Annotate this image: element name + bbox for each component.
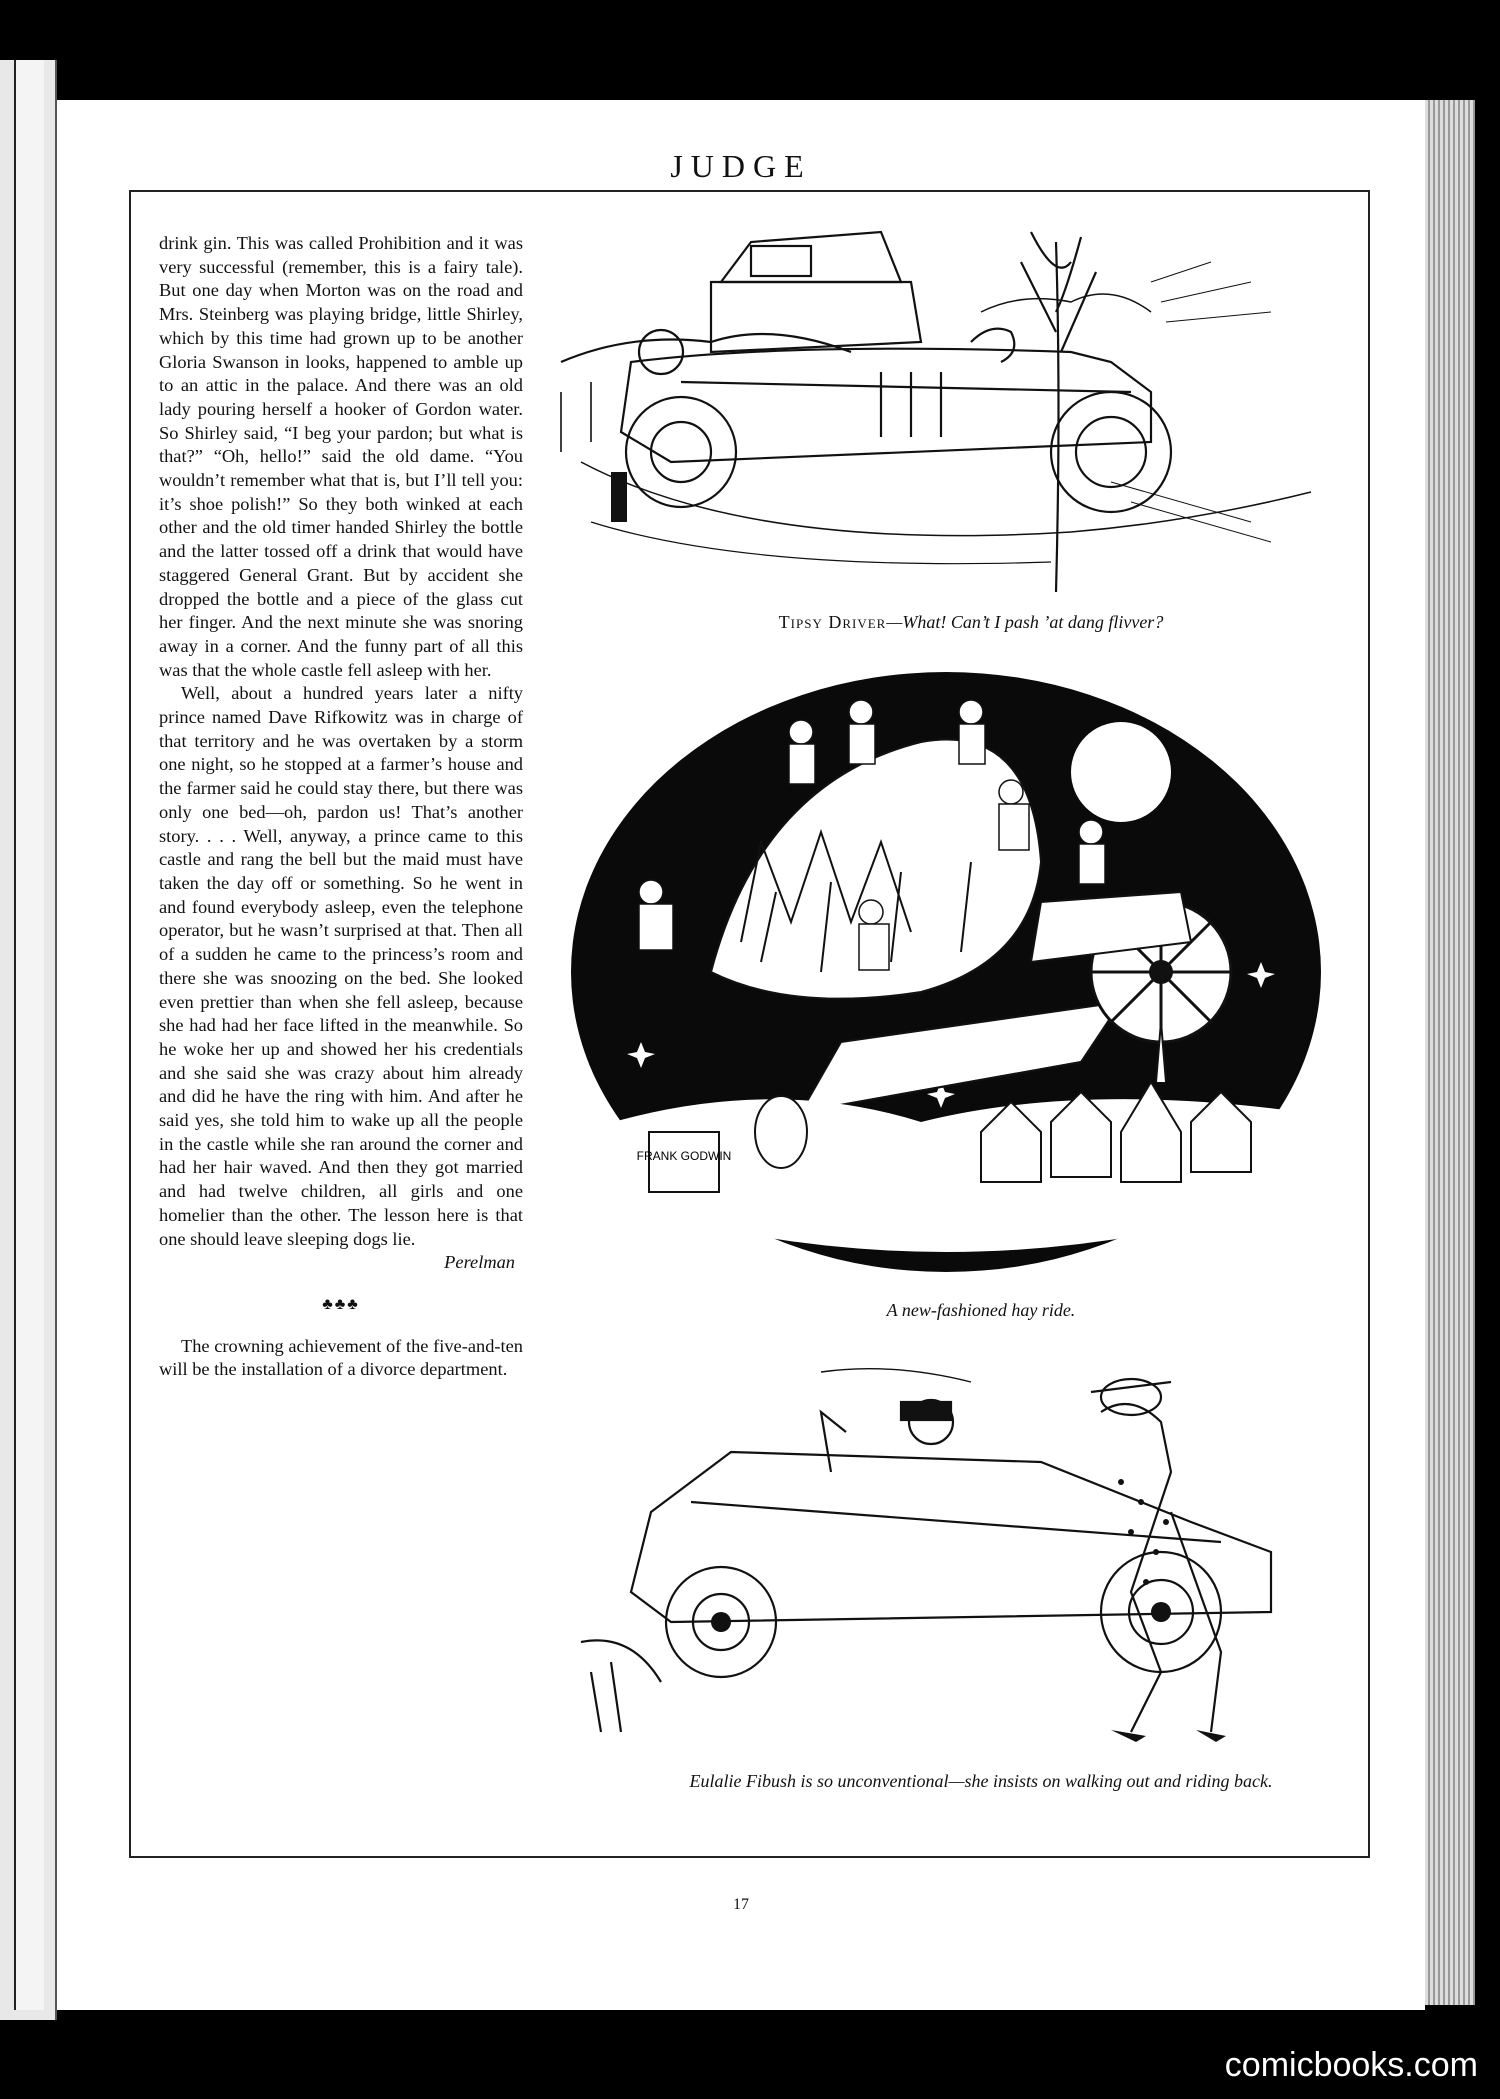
caption-eulalie bbox=[611, 1766, 1351, 1796]
cartoon-hay-ride bbox=[561, 662, 1331, 1282]
caption-text: Eulalie Fibush is so unconventional—she insists on walking out and riding back. bbox=[689, 1771, 1273, 1791]
cartoon-tipsy-driver bbox=[551, 222, 1351, 602]
previous-page-edge bbox=[14, 60, 44, 2010]
content-frame bbox=[129, 190, 1370, 1858]
cartoon-eulalie bbox=[571, 1352, 1331, 1752]
caption-label: Tipsy Driver bbox=[778, 612, 887, 632]
article-column bbox=[159, 232, 523, 1382]
masthead: JUDGE bbox=[670, 148, 812, 184]
magazine-page bbox=[57, 100, 1425, 2010]
author-signature: Perelman bbox=[444, 1252, 515, 1273]
section-separator: ♣♣♣ bbox=[322, 1295, 360, 1313]
artist-signature: FRANK GODWIN bbox=[636, 1149, 732, 1163]
caption-text: —What! Can’t I pash ’at dang flivver? bbox=[886, 612, 1164, 632]
page-number: 17 bbox=[733, 1896, 749, 1913]
caption-hay-ride bbox=[781, 1300, 1181, 1321]
caption-tipsy-driver bbox=[631, 612, 1311, 633]
article-paragraph: drink gin. This was called Prohibition and it was very successful (remember, this is a fairy tale). But one day when Morton was on the road and Mrs. Steinberg was playing bridge, little Shirley, which by this time had grown up to be another Gloria Swanson in looks, happened to amble up to an attic in the palace. And there was an old lady pouring herself a hooker of Gordon water. So Shirley said, “I beg your pardon; but what is that?” “Oh, hello!” said the old dame. “You wouldn’t remember what that is, but I’ll tell you: it’s shoe polish!” So they both winked at each other and the old timer handed Shirley the bottle and the latter tossed off a drink that would have staggered General Grant. But by accident she dropped the bottle and a piece of the glass cut her finger. And the next minute she was snoring away in a corner. And the funny part of all this was that the whole castle fell asleep with her. bbox=[159, 233, 523, 680]
article-paragraph: Well, about a hundred years later a nifty prince named Dave Rifkowitz was in charge of that territory and he was overtaken by a storm one night, so he stopped at a farmer’s house and the farmer said he could stay there, but there was only one bed—oh, pardon us! That’s another story. . . . Well, anyway, a prince came to this castle and rang the bell but the maid must have taken the day off or something. So he went in and found everybody asleep, even the telephone operator, but he wasn’t surprised at that. Then all of a sudden he came to the princess’s room and there she was snoozing on the bed. She looked even prettier than when she fell asleep, because she had had her face lifted in the meanwhile. So he woke her up and showed her his credentials and she said she was crazy about him already and did he have the ring with him. And after he said yes, she told him to wake up all the people in the castle while she ran around the corner and had her hair waved. And then they got married and had twelve children, all girls and one homelier than the other. The lesson here is that one should leave sleeping dogs lie. bbox=[159, 683, 523, 1249]
site-watermark: comicbooks.com bbox=[1224, 2046, 1478, 2084]
caption-text: A new-fashioned hay ride. bbox=[886, 1300, 1076, 1320]
page-stack-edge bbox=[1425, 100, 1475, 2005]
filler-joke: The crowning achievement of the five-and-ten will be the installation of a divorce department. bbox=[159, 1335, 523, 1380]
